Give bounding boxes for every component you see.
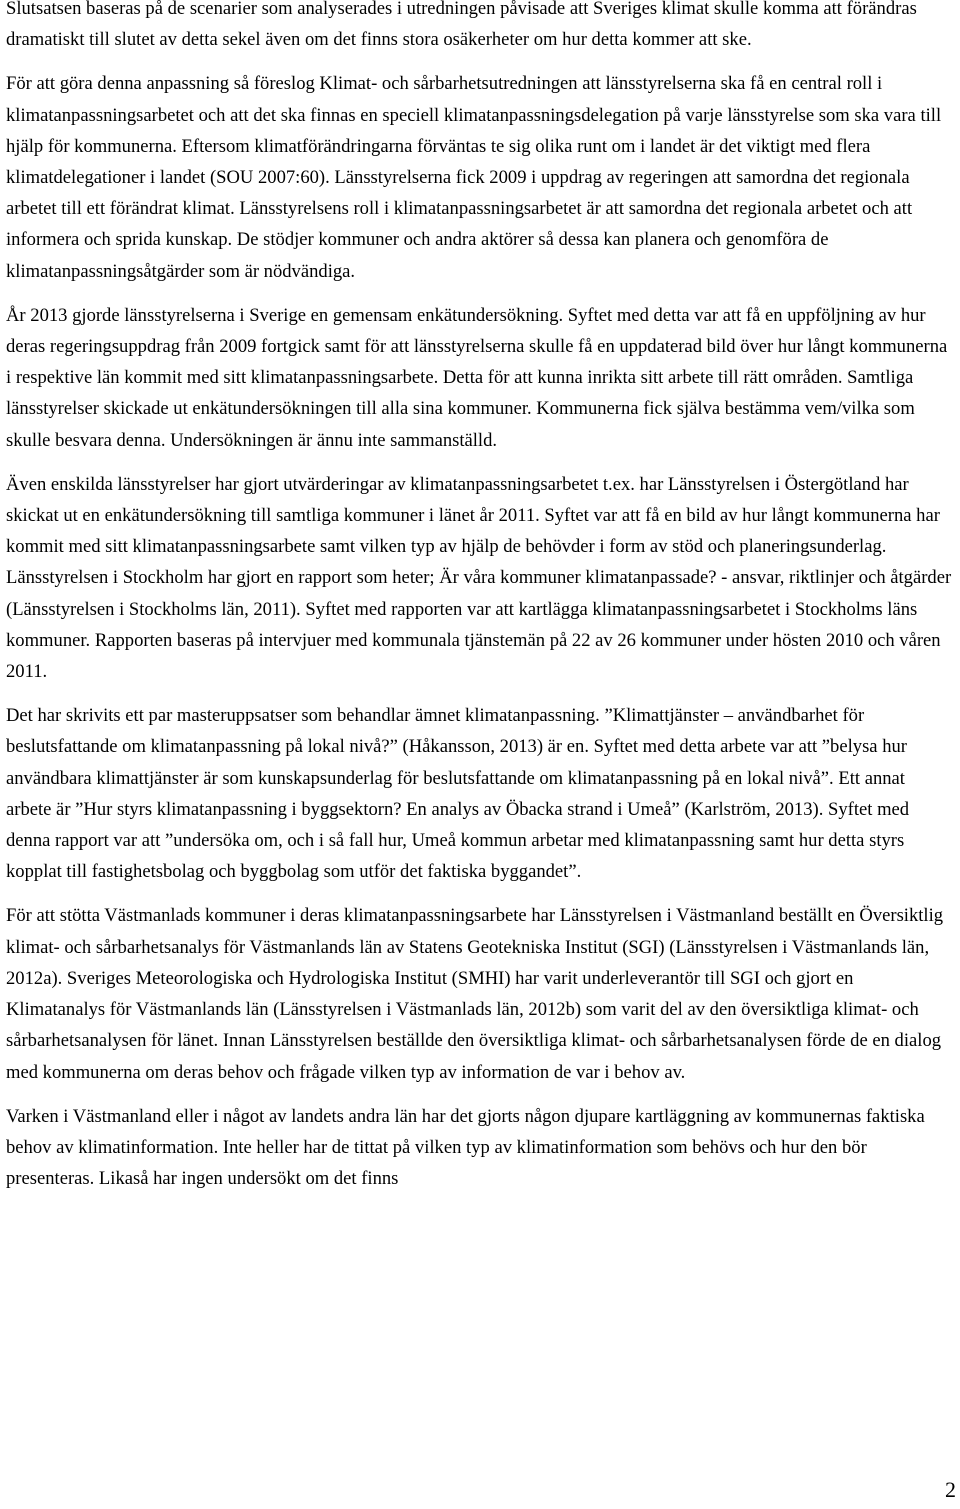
paragraph-intro-conclusion: Slutsatsen baseras på de scenarier som analyserades i utredningen påvisade att Sveriges klimat skulle komma att förändras dramatiskt till slutet av detta sekel även om det finns stora osäkerheter om hur detta kommer att ske.	[6, 0, 917, 51]
paragraph-vastmanland-analysis: För att stötta Västmanlads kommuner i deras klimatanpassningsarbete har Länsstyrelsen i Västmanland beställt en Översiktlig klimat- och sårbarhetsanalys för Västmanlands län av Statens Geotekniska Institut (SGI) (Länsstyrelsen i Västmanlands län, 2012a). Sveriges Meteorologiska och Hydrologiska Institut (SMHI) har varit underleverantör till SGI och gjort en Klimatanalys för Västmanlands län (Länsstyrelsen i Västmanlads län, 2012b) som varit del av den översiktliga klimat- och sårbarhetsanalysen för länet. Innan Länsstyrelsen beställde den översiktliga klimat- och sårbarhetsanalysen förde de en dialog med kommunerna om deras behov och frågade vilken typ av information de var i behov av.	[6, 905, 944, 1083]
paragraph-county-role: För att göra denna anpassning så föreslog Klimat- och sårbarhetsutredningen att länsstyrelserna ska få en central roll i klimatanpassningsarbetet och att det ska finnas en speciell klimatanpassningsdelegation på varje länsstyrelse som ska vara till hjälp för kommunerna. Eftersom klimatförändringarna förväntas te sig olika runt om i landet är det viktigt med flera klimatdelegationer i landet (SOU 2007:60). Länsstyrelserna fick 2009 i uppdrag av regeringen att samordna det regionala arbetet till ett förändrat klimat. Länsstyrelsens roll i klimatanpassningsarbetet är att samordna det regionala arbetet och att informera och sprida kunskap. De stödjer kommuner och andra aktörer så dessa kan planera och genomföra de klimatanpassningsåtgärder som är nödvändiga.	[6, 73, 942, 282]
paragraph-no-survey: Varken i Västmanland eller i något av landets andra län har det gjorts någon djupare kartläggning av kommunernas faktiska behov av klimatinformation. Inte heller har de tittat på vilken typ av klimatinformation som behövs och hur den bör presenteras. Likaså har ingen undersökt om det finns	[6, 1105, 925, 1190]
paragraph-survey-2013: År 2013 gjorde länsstyrelserna i Sverige en gemensam enkätundersökning. Syftet med detta var att få en uppföljning av hur deras regeringsuppdrag från 2009 fortgick samt för att länsstyrelserna skulle få en uppdaterad bild över hur långt kommunerna i respektive län kommit med sitt klimatanpassningsarbete. Detta för att kunna inrikta sitt arbete till rätt områden. Samtliga länsstyrelser skickade ut enkätundersökningen till alla sina kommuner. Kommunerna fick själva bestämma vem/vilka som skulle besvara denna. Undersökningen är ännu inte sammanställd.	[6, 304, 948, 451]
paragraph-county-evaluations: Även enskilda länsstyrelser har gjort utvärderingar av klimatanpassningsarbetet t.ex. har Länsstyrelsen i Östergötland har skickat ut en enkätundersökning till samtliga kommuner i länet år 2011. Syftet var att få en bild av hur långt kommunerna har kommit med sitt klimatanpassningsarbete samt vilken typ av hjälp de behövder i form av stöd och planeringsunderlag. Länsstyrelsen i Stockholm har gjort en rapport som heter; Är våra kommuner klimatanpassade? - ansvar, riktlinjer och åtgärder (Länsstyrelsen i Stockholms län, 2011). Syftet med rapporten var att kartlägga klimatanpassningsarbetet i Stockholms läns kommuner. Rapporten baseras på intervjuer med kommunala tjänstemän på 22 av 26 kommuner under hösten 2010 och våren 2011.	[6, 473, 952, 683]
document-page	[6, 0, 954, 1194]
page-number: 2	[945, 1477, 956, 1502]
paragraph-master-theses: Det har skrivits ett par masteruppsatser som behandlar ämnet klimatanpassning. ”Klimattjänster – användbarhet för beslutsfattande om klimatanpassning på lokal nivå?” (Håkansson, 2013) är en. Syftet med detta arbete var att ”belysa hur användbara klimattjänster är som kunskapsunderlag för beslutsfattande om klimatanpassning på en lokal nivå”. Ett annat arbete är ”Hur styrs klimatanpassning i byggsektorn? En analys av Öbacka strand i Umeå” (Karlström, 2013). Syftet med denna rapport var att ”undersöka om, och i så fall hur, Umeå kommun arbetar med klimatanpassning samt hur detta styrs kopplat till fastighetsbolag och byggbolag som utför det faktiska byggandet”.	[6, 705, 910, 883]
